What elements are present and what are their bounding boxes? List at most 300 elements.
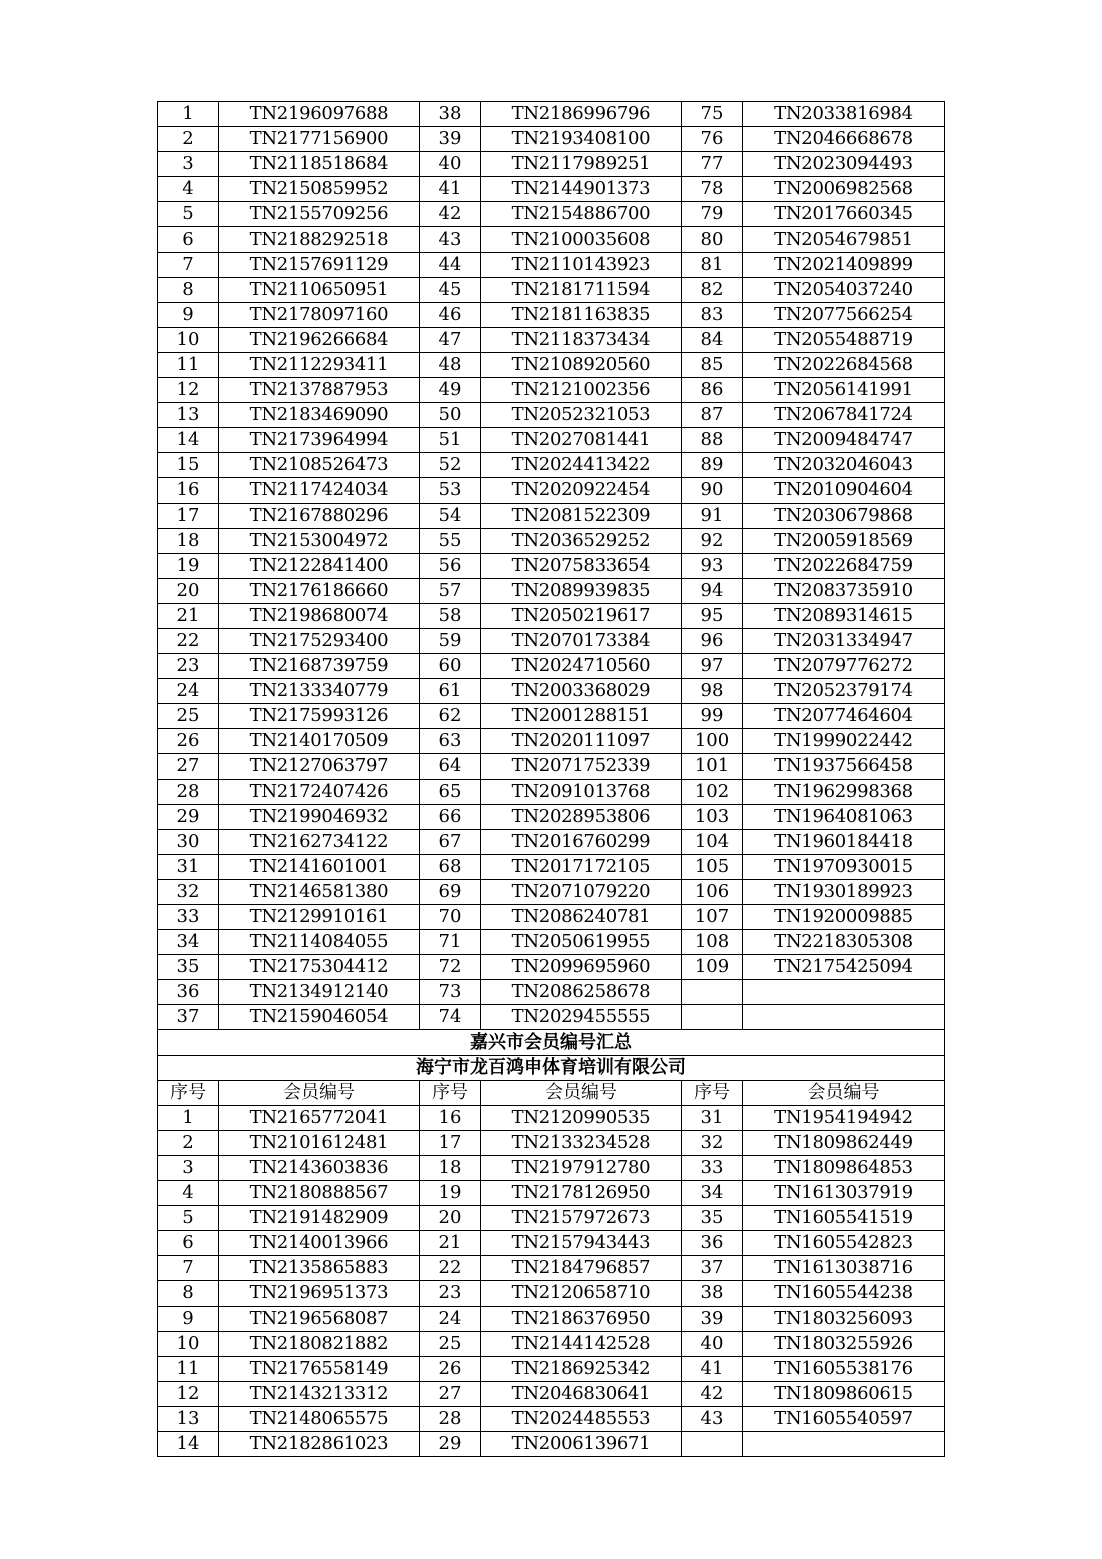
member-id-cell: TN2181163835 (481, 302, 682, 327)
member-id-cell: TN1962998368 (743, 779, 945, 804)
member-id-cell: TN2175304412 (219, 955, 420, 980)
member-id-cell: TN2178097160 (219, 302, 420, 327)
serial-number-cell: 77 (682, 152, 743, 177)
serial-number-cell: 17 (158, 503, 219, 528)
member-id-cell: TN2118373434 (481, 327, 682, 352)
member-id-cell: TN2180888567 (219, 1181, 420, 1206)
serial-number-cell: 29 (158, 804, 219, 829)
serial-number-cell: 82 (682, 277, 743, 302)
table-row (158, 102, 945, 127)
serial-number-cell: 75 (682, 102, 743, 127)
member-id-cell: TN2006139671 (481, 1431, 682, 1456)
member-id-cell: TN2114084055 (219, 930, 420, 955)
member-id-cell: TN2168739759 (219, 654, 420, 679)
table-row (158, 1306, 945, 1331)
table-row (158, 202, 945, 227)
table-row (158, 654, 945, 679)
serial-number-cell: 55 (420, 528, 481, 553)
table-row (158, 779, 945, 804)
serial-number-cell: 5 (158, 1206, 219, 1231)
member-id-cell: TN2027081441 (481, 428, 682, 453)
member-id-cell: TN2154886700 (481, 202, 682, 227)
serial-number-cell: 2 (158, 127, 219, 152)
member-id-cell: TN1803255926 (743, 1331, 945, 1356)
serial-number-cell: 21 (420, 1231, 481, 1256)
table-row (158, 930, 945, 955)
member-id-cell: TN1613037919 (743, 1181, 945, 1206)
serial-number-cell: 9 (158, 302, 219, 327)
member-id-cell: TN2086258678 (481, 980, 682, 1005)
member-id-cell: TN2175293400 (219, 628, 420, 653)
member-id-cell: TN2071752339 (481, 754, 682, 779)
empty-cell (743, 980, 945, 1005)
serial-number-cell: 1 (158, 1105, 219, 1130)
serial-number-cell: 45 (420, 277, 481, 302)
member-id-cell: TN2021409899 (743, 252, 945, 277)
serial-number-cell: 47 (420, 327, 481, 352)
table-row (158, 1005, 945, 1030)
empty-cell (682, 1005, 743, 1030)
member-id-cell: TN2032046043 (743, 453, 945, 478)
serial-number-cell: 11 (158, 1356, 219, 1381)
table-row (158, 127, 945, 152)
serial-number-cell: 13 (158, 1406, 219, 1431)
member-id-cell: TN2110650951 (219, 277, 420, 302)
member-id-cell: TN2054037240 (743, 277, 945, 302)
serial-number-cell: 95 (682, 603, 743, 628)
member-id-cell: TN2023094493 (743, 152, 945, 177)
serial-number-cell: 65 (420, 779, 481, 804)
member-id-cell: TN2108526473 (219, 453, 420, 478)
serial-number-cell: 6 (158, 1231, 219, 1256)
serial-number-cell: 79 (682, 202, 743, 227)
member-id-cell: TN2029455555 (481, 1005, 682, 1030)
serial-number-cell: 86 (682, 378, 743, 403)
member-id-cell: TN2180821882 (219, 1331, 420, 1356)
member-id-cell: TN2055488719 (743, 327, 945, 352)
member-id-cell: TN2081522309 (481, 503, 682, 528)
serial-number-cell: 100 (682, 729, 743, 754)
serial-number-cell: 61 (420, 679, 481, 704)
serial-number-cell: 83 (682, 302, 743, 327)
table-row (158, 252, 945, 277)
member-id-cell: TN2020111097 (481, 729, 682, 754)
serial-number-cell: 14 (158, 428, 219, 453)
serial-number-cell: 29 (420, 1431, 481, 1456)
member-id-cell: TN2196568087 (219, 1306, 420, 1331)
member-id-cell: TN2196951373 (219, 1281, 420, 1306)
member-id-cell: TN2024710560 (481, 654, 682, 679)
empty-cell (682, 980, 743, 1005)
serial-number-cell: 20 (420, 1206, 481, 1231)
serial-number-cell: 53 (420, 478, 481, 503)
serial-number-cell: 33 (682, 1155, 743, 1180)
member-id-cell: TN2077566254 (743, 302, 945, 327)
empty-cell (682, 1431, 743, 1456)
header-row (158, 1080, 945, 1105)
member-id-cell: TN2079776272 (743, 654, 945, 679)
member-id-header: 会员编号 (219, 1080, 420, 1105)
member-id-cell: TN1809860615 (743, 1381, 945, 1406)
serial-number-cell: 84 (682, 327, 743, 352)
table-row (158, 879, 945, 904)
serial-number-cell: 90 (682, 478, 743, 503)
table-row (158, 1155, 945, 1180)
serial-number-cell: 11 (158, 352, 219, 377)
empty-cell (743, 1005, 945, 1030)
serial-number-cell: 38 (420, 102, 481, 127)
serial-number-cell: 99 (682, 704, 743, 729)
table-row (158, 378, 945, 403)
member-id-cell: TN2184796857 (481, 1256, 682, 1281)
table-row (158, 1431, 945, 1456)
serial-number-cell: 36 (682, 1231, 743, 1256)
member-id-cell: TN2167880296 (219, 503, 420, 528)
member-id-cell: TN2077464604 (743, 704, 945, 729)
member-id-cell: TN1605538176 (743, 1356, 945, 1381)
serial-number-cell: 57 (420, 578, 481, 603)
serial-number-cell: 4 (158, 1181, 219, 1206)
table-row (158, 227, 945, 252)
serial-number-cell: 36 (158, 980, 219, 1005)
member-id-cell: TN2188292518 (219, 227, 420, 252)
serial-number-cell: 31 (682, 1105, 743, 1130)
table-row (158, 578, 945, 603)
member-id-table (157, 101, 945, 1457)
serial-number-cell: 92 (682, 528, 743, 553)
member-id-cell: TN2196266684 (219, 327, 420, 352)
member-id-cell: TN2186376950 (481, 1306, 682, 1331)
member-id-cell: TN1954194942 (743, 1105, 945, 1130)
table-row (158, 478, 945, 503)
serial-number-cell: 80 (682, 227, 743, 252)
serial-number-cell: 23 (158, 654, 219, 679)
member-id-cell: TN2186996796 (481, 102, 682, 127)
serial-number-cell: 89 (682, 453, 743, 478)
member-id-cell: TN2143603836 (219, 1155, 420, 1180)
serial-number-cell: 3 (158, 1155, 219, 1180)
serial-number-cell: 3 (158, 152, 219, 177)
member-id-cell: TN2112293411 (219, 352, 420, 377)
company-name: 海宁市龙百鸿申体育培训有限公司 (158, 1055, 945, 1080)
member-id-cell: TN2117424034 (219, 478, 420, 503)
member-id-cell: TN2191482909 (219, 1206, 420, 1231)
serial-number-cell: 35 (682, 1206, 743, 1231)
member-id-cell: TN1605541519 (743, 1206, 945, 1231)
table-row (158, 829, 945, 854)
serial-number-cell: 41 (682, 1356, 743, 1381)
member-id-cell: TN2159046054 (219, 1005, 420, 1030)
serial-number-cell: 74 (420, 1005, 481, 1030)
member-id-cell: TN2046668678 (743, 127, 945, 152)
serial-number-cell: 12 (158, 1381, 219, 1406)
table-title: 嘉兴市会员编号汇总 (158, 1030, 945, 1055)
serial-number-cell: 73 (420, 980, 481, 1005)
serial-number-cell: 37 (682, 1256, 743, 1281)
serial-number-cell: 9 (158, 1306, 219, 1331)
serial-number-cell: 24 (420, 1306, 481, 1331)
member-id-cell: TN2162734122 (219, 829, 420, 854)
member-id-cell: TN2030679868 (743, 503, 945, 528)
member-id-cell: TN2177156900 (219, 127, 420, 152)
serial-number-cell: 106 (682, 879, 743, 904)
table-row (158, 955, 945, 980)
member-id-cell: TN2031334947 (743, 628, 945, 653)
member-id-cell: TN2121002356 (481, 378, 682, 403)
serial-number-cell: 43 (420, 227, 481, 252)
serial-number-header: 序号 (158, 1080, 219, 1105)
serial-number-cell: 39 (682, 1306, 743, 1331)
member-id-cell: TN1605544238 (743, 1281, 945, 1306)
serial-number-cell: 19 (420, 1181, 481, 1206)
table-row (158, 503, 945, 528)
serial-number-cell: 7 (158, 252, 219, 277)
member-id-cell: TN2120658710 (481, 1281, 682, 1306)
serial-number-cell: 32 (158, 879, 219, 904)
serial-number-cell: 39 (420, 127, 481, 152)
table-row (158, 553, 945, 578)
serial-number-cell: 91 (682, 503, 743, 528)
member-id-cell: TN1999022442 (743, 729, 945, 754)
serial-number-cell: 23 (420, 1281, 481, 1306)
member-id-cell: TN2070173384 (481, 628, 682, 653)
member-id-cell: TN2133234528 (481, 1130, 682, 1155)
serial-number-cell: 96 (682, 628, 743, 653)
table-row (158, 905, 945, 930)
member-id-cell: TN2022684568 (743, 352, 945, 377)
member-id-cell: TN2127063797 (219, 754, 420, 779)
member-id-cell: TN1809862449 (743, 1130, 945, 1155)
table-row (158, 1281, 945, 1306)
serial-number-cell: 24 (158, 679, 219, 704)
member-id-cell: TN2178126950 (481, 1181, 682, 1206)
table-row (158, 1130, 945, 1155)
member-id-cell: TN2022684759 (743, 553, 945, 578)
serial-number-cell: 56 (420, 553, 481, 578)
table-row (158, 277, 945, 302)
serial-number-cell: 8 (158, 1281, 219, 1306)
member-id-cell: TN2197912780 (481, 1155, 682, 1180)
member-id-cell: TN2010904604 (743, 478, 945, 503)
empty-cell (743, 1431, 945, 1456)
serial-number-cell: 87 (682, 403, 743, 428)
member-id-cell: TN2117989251 (481, 152, 682, 177)
member-id-cell: TN1960184418 (743, 829, 945, 854)
serial-number-cell: 58 (420, 603, 481, 628)
serial-number-cell: 13 (158, 403, 219, 428)
member-id-cell: TN2099695960 (481, 955, 682, 980)
member-id-cell: TN2175993126 (219, 704, 420, 729)
member-id-cell: TN2165772041 (219, 1105, 420, 1130)
member-id-header: 会员编号 (481, 1080, 682, 1105)
member-id-cell: TN2071079220 (481, 879, 682, 904)
table-row (158, 1105, 945, 1130)
member-id-cell: TN2196097688 (219, 102, 420, 127)
member-id-cell: TN2157691129 (219, 252, 420, 277)
serial-number-cell: 67 (420, 829, 481, 854)
member-id-cell: TN2133340779 (219, 679, 420, 704)
serial-number-cell: 17 (420, 1130, 481, 1155)
member-id-cell: TN2186925342 (481, 1356, 682, 1381)
serial-number-cell: 2 (158, 1130, 219, 1155)
member-id-cell: TN1809864853 (743, 1155, 945, 1180)
serial-number-cell: 10 (158, 327, 219, 352)
member-id-cell: TN2129910161 (219, 905, 420, 930)
serial-number-cell: 26 (420, 1356, 481, 1381)
member-id-cell: TN2137887953 (219, 378, 420, 403)
member-id-cell: TN2054679851 (743, 227, 945, 252)
serial-number-cell: 101 (682, 754, 743, 779)
serial-number-cell: 85 (682, 352, 743, 377)
serial-number-cell: 104 (682, 829, 743, 854)
member-id-cell: TN2110143923 (481, 252, 682, 277)
serial-number-cell: 46 (420, 302, 481, 327)
table-row (158, 352, 945, 377)
member-id-cell: TN2122841400 (219, 553, 420, 578)
table-row (158, 327, 945, 352)
serial-number-cell: 51 (420, 428, 481, 453)
member-id-cell: TN2089939835 (481, 578, 682, 603)
serial-number-cell: 88 (682, 428, 743, 453)
table-row (158, 980, 945, 1005)
member-id-cell: TN2052379174 (743, 679, 945, 704)
member-id-cell: TN2056141991 (743, 378, 945, 403)
member-id-cell: TN1605542823 (743, 1231, 945, 1256)
serial-number-cell: 109 (682, 955, 743, 980)
serial-number-cell: 69 (420, 879, 481, 904)
member-id-cell: TN2198680074 (219, 603, 420, 628)
serial-number-cell: 44 (420, 252, 481, 277)
table-row (158, 428, 945, 453)
member-id-cell: TN2144901373 (481, 177, 682, 202)
member-id-cell: TN2176558149 (219, 1356, 420, 1381)
serial-number-cell: 14 (158, 1431, 219, 1456)
serial-number-cell: 108 (682, 930, 743, 955)
member-id-cell: TN1803256093 (743, 1306, 945, 1331)
serial-number-cell: 72 (420, 955, 481, 980)
serial-number-cell: 40 (420, 152, 481, 177)
table-row (158, 729, 945, 754)
serial-number-cell: 42 (420, 202, 481, 227)
member-id-cell: TN2108920560 (481, 352, 682, 377)
table-row (158, 854, 945, 879)
member-id-cell: TN2182861023 (219, 1431, 420, 1456)
serial-number-cell: 8 (158, 277, 219, 302)
serial-number-cell: 28 (420, 1406, 481, 1431)
serial-number-cell: 48 (420, 352, 481, 377)
serial-number-cell: 34 (158, 930, 219, 955)
member-id-cell: TN2155709256 (219, 202, 420, 227)
table-row (158, 704, 945, 729)
member-id-cell: TN2183469090 (219, 403, 420, 428)
serial-number-cell: 32 (682, 1130, 743, 1155)
table-row (158, 1231, 945, 1256)
member-id-cell: TN2157972673 (481, 1206, 682, 1231)
member-id-cell: TN2176186660 (219, 578, 420, 603)
member-id-cell: TN2050619955 (481, 930, 682, 955)
member-id-cell: TN1930189923 (743, 879, 945, 904)
member-id-cell: TN2075833654 (481, 553, 682, 578)
serial-number-cell: 93 (682, 553, 743, 578)
member-id-cell: TN2199046932 (219, 804, 420, 829)
table-row (158, 403, 945, 428)
table-row (158, 1331, 945, 1356)
serial-number-cell: 64 (420, 754, 481, 779)
member-id-cell: TN2006982568 (743, 177, 945, 202)
serial-number-cell: 76 (682, 127, 743, 152)
member-id-cell: TN2118518684 (219, 152, 420, 177)
serial-number-cell: 5 (158, 202, 219, 227)
table-row (158, 1206, 945, 1231)
member-id-cell: TN1964081063 (743, 804, 945, 829)
serial-number-cell: 105 (682, 854, 743, 879)
member-id-cell: TN2024413422 (481, 453, 682, 478)
serial-number-cell: 49 (420, 378, 481, 403)
serial-number-cell: 81 (682, 252, 743, 277)
member-id-cell: TN2083735910 (743, 578, 945, 603)
member-id-cell: TN2046830641 (481, 1381, 682, 1406)
member-id-cell: TN2148065575 (219, 1406, 420, 1431)
member-id-cell: TN2120990535 (481, 1105, 682, 1130)
table-row (158, 679, 945, 704)
member-id-cell: TN2193408100 (481, 127, 682, 152)
member-id-cell: TN2181711594 (481, 277, 682, 302)
serial-number-cell: 28 (158, 779, 219, 804)
serial-number-cell: 27 (420, 1381, 481, 1406)
table-row (158, 1356, 945, 1381)
serial-number-cell: 107 (682, 905, 743, 930)
member-id-cell: TN2017660345 (743, 202, 945, 227)
serial-number-cell: 66 (420, 804, 481, 829)
serial-number-cell: 22 (420, 1256, 481, 1281)
member-id-cell: TN2067841724 (743, 403, 945, 428)
serial-number-cell: 10 (158, 1331, 219, 1356)
member-id-cell: TN2001288151 (481, 704, 682, 729)
serial-number-cell: 16 (158, 478, 219, 503)
member-id-cell: TN1970930015 (743, 854, 945, 879)
serial-number-cell: 27 (158, 754, 219, 779)
serial-number-cell: 4 (158, 177, 219, 202)
member-id-cell: TN2024485553 (481, 1406, 682, 1431)
serial-number-cell: 63 (420, 729, 481, 754)
member-id-cell: TN2143213312 (219, 1381, 420, 1406)
member-id-cell: TN2135865883 (219, 1256, 420, 1281)
serial-number-cell: 98 (682, 679, 743, 704)
table-row (158, 1256, 945, 1281)
serial-number-cell: 6 (158, 227, 219, 252)
table-row (158, 1406, 945, 1431)
table-row (158, 804, 945, 829)
serial-number-cell: 26 (158, 729, 219, 754)
member-id-cell: TN2172407426 (219, 779, 420, 804)
table-row (158, 528, 945, 553)
serial-number-cell: 50 (420, 403, 481, 428)
serial-number-cell: 30 (158, 829, 219, 854)
serial-number-cell: 54 (420, 503, 481, 528)
member-id-cell: TN1920009885 (743, 905, 945, 930)
serial-number-cell: 22 (158, 628, 219, 653)
member-id-cell: TN2005918569 (743, 528, 945, 553)
member-id-cell: TN2036529252 (481, 528, 682, 553)
serial-number-cell: 94 (682, 578, 743, 603)
serial-number-cell: 37 (158, 1005, 219, 1030)
serial-number-cell: 102 (682, 779, 743, 804)
serial-number-cell: 18 (420, 1155, 481, 1180)
member-id-cell: TN2150859952 (219, 177, 420, 202)
serial-number-cell: 68 (420, 854, 481, 879)
member-id-cell: TN2089314615 (743, 603, 945, 628)
serial-number-cell: 43 (682, 1406, 743, 1431)
